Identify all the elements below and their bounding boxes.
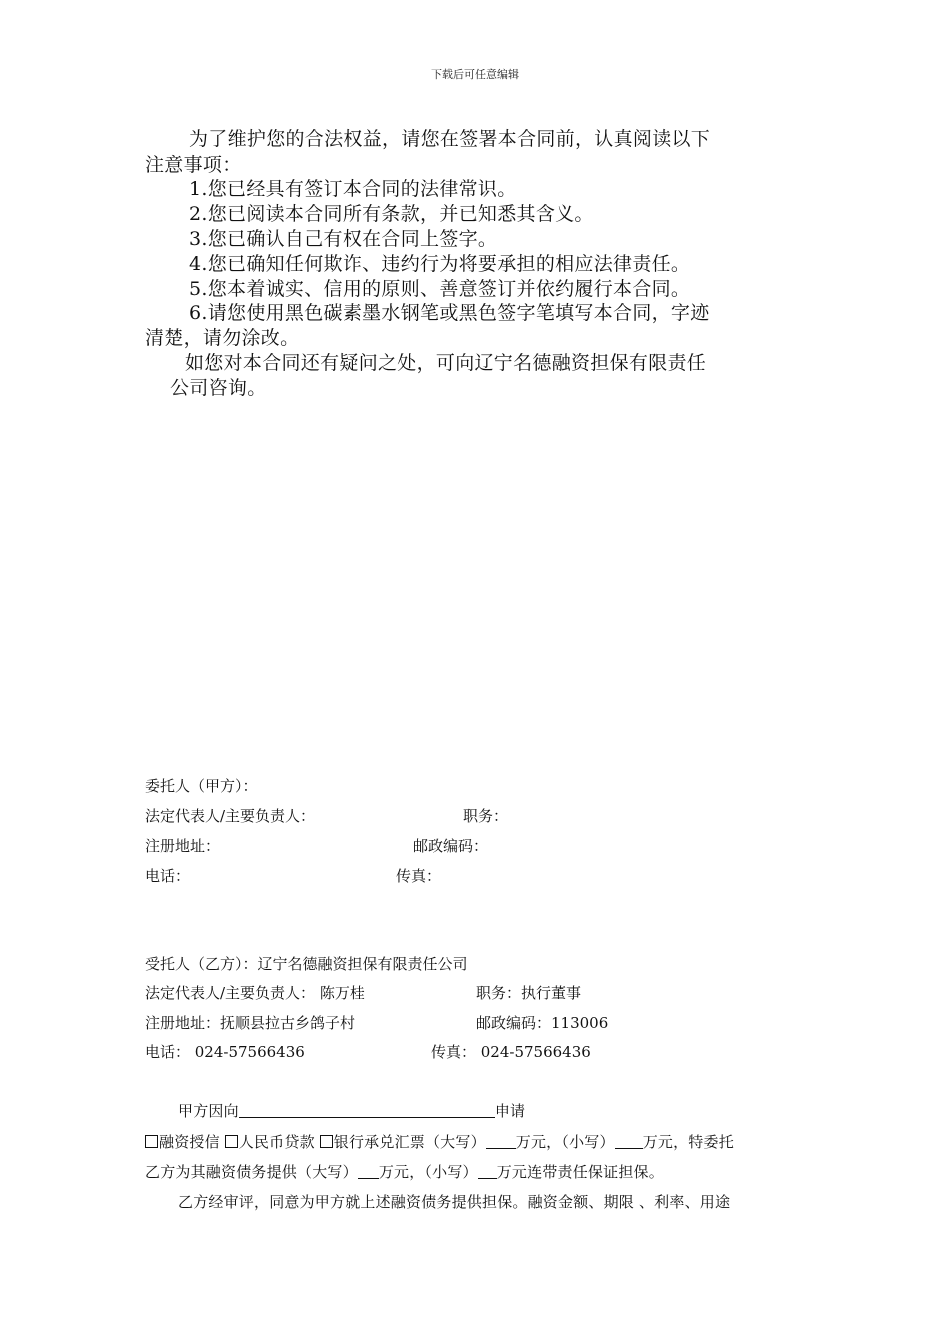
- notice-item-5: 5.您本着诚实、信用的原则、善意签订并依约履行本合同。: [189, 278, 691, 300]
- lowercase-label: （小写）: [561, 1133, 615, 1151]
- application-line-2: [145, 1132, 734, 1152]
- checkbox-rmb-loan[interactable]: [225, 1135, 238, 1148]
- line2-b: 万元，（小写）: [378, 1163, 478, 1181]
- party-b-postcode-line: 邮政编码：113006: [476, 1014, 609, 1032]
- notice-item-4: 4.您已确知任何欺诈、违约行为将要承担的相应法律责任。: [189, 253, 691, 275]
- wan-yuan-entrust: 万元，特委托: [642, 1133, 734, 1151]
- notice-consult-line2: 公司咨询。: [170, 377, 267, 399]
- guarantee-lowercase-blank[interactable]: [478, 1164, 497, 1179]
- party-b-phone-line: 电话： 024-57566436: [145, 1043, 305, 1061]
- party-a-postcode-label: 邮政编码：: [413, 837, 489, 855]
- checkbox-bank-acceptance[interactable]: [320, 1135, 333, 1148]
- principal-label: 委托人（甲方）：: [145, 777, 258, 795]
- party-a-position-label: 职务：: [463, 807, 509, 825]
- party-a-due-to: 甲方因向: [178, 1102, 239, 1120]
- notice-intro-line1: 为了维护您的合法权益，请您在签署本合同前，认真阅读以下: [189, 128, 711, 150]
- notice-item-6-cont: 清楚，请勿涂改。: [145, 327, 300, 349]
- trustee-line: 受托人（乙方）：辽宁名德融资担保有限责任公司: [145, 955, 468, 973]
- notice-item-2: 2.您已阅读本合同所有条款，并已知悉其含义。: [189, 203, 594, 225]
- notice-item-3: 3.您已确认自己有权在合同上签字。: [189, 228, 498, 250]
- lender-blank[interactable]: [239, 1102, 495, 1118]
- party-b-address-line: 注册地址：抚顺县拉古乡鸽子村: [145, 1014, 356, 1032]
- party-a-rep-label: 法定代表人/主要负责人：: [145, 807, 316, 825]
- apply-text: 申请: [494, 1102, 526, 1120]
- line2-c: 万元连带责任保证担保。: [496, 1163, 664, 1181]
- option-financing-credit: 融资授信: [159, 1133, 220, 1151]
- party-b-position-line: 职务：执行董事: [476, 984, 582, 1002]
- notice-item-1: 1.您已经具有签订本合同的法律常识。: [189, 178, 517, 200]
- wan-yuan-comma: 万元，: [515, 1133, 562, 1151]
- party-a-phone-label: 电话：: [145, 867, 191, 885]
- amount-lowercase-blank[interactable]: [615, 1134, 643, 1149]
- application-line-4: 乙方经审评，同意为甲方就上述融资债务提供担保。融资金额、期限 、利率、用途: [178, 1193, 731, 1211]
- application-line-3: [145, 1162, 664, 1182]
- amount-uppercase-blank[interactable]: [486, 1134, 516, 1149]
- notice-consult-line1: 如您对本合同还有疑问之处，可向辽宁名德融资担保有限责任: [185, 352, 707, 374]
- header-note: 下载后可任意编辑: [431, 68, 519, 81]
- checkbox-financing-credit[interactable]: [145, 1135, 158, 1148]
- line2-a: 乙方为其融资债务提供（大写）: [145, 1163, 358, 1181]
- guarantee-uppercase-blank[interactable]: [358, 1164, 379, 1179]
- notice-intro-line2: 注意事项：: [145, 154, 242, 176]
- party-b-rep-line: 法定代表人/主要负责人： 陈万桂: [145, 984, 365, 1002]
- option-rmb-loan: 人民币贷款: [238, 1133, 315, 1151]
- party-a-address-label: 注册地址：: [145, 837, 221, 855]
- option-bank-acceptance: 银行承兑汇票（大写）: [333, 1133, 486, 1151]
- notice-item-6: 6.请您使用黑色碳素墨水钢笔或黑色签字笔填写本合同，字迹: [189, 302, 710, 324]
- party-b-fax-line: 传真： 024-57566436: [431, 1043, 591, 1061]
- application-line-1: [178, 1101, 525, 1121]
- party-a-fax-label: 传真：: [396, 867, 442, 885]
